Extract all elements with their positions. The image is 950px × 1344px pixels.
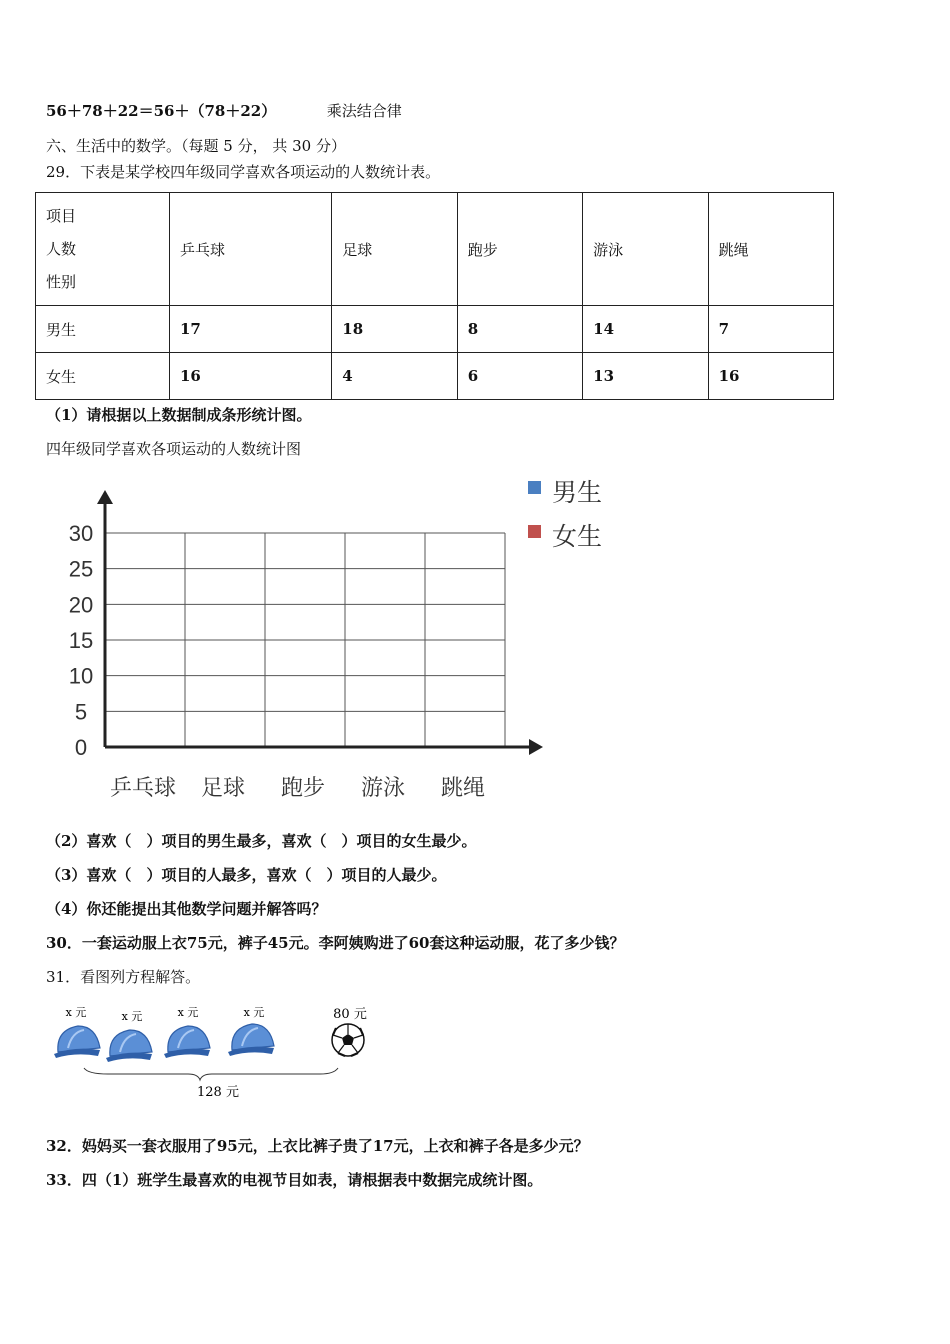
legend-label: 男生: [552, 478, 603, 507]
y-tick-label: 10: [68, 663, 94, 689]
cap-price-label: x 元: [243, 1006, 265, 1019]
sub-question-2: （2）喜欢（ ）项目的男生最多，喜欢（ ）项目的女生最少。: [46, 832, 477, 850]
cap-price-label: x 元: [177, 1006, 199, 1019]
question-31-title: 31．看图列方程解答。: [46, 968, 201, 986]
equation-text: 56＋78＋22＝56＋（78＋22）: [46, 102, 277, 120]
y-tick-label: 5: [74, 699, 88, 725]
x-category-label: 乒乓球: [109, 776, 177, 801]
column-header: 足球: [332, 193, 457, 306]
column-header: 游泳: [583, 193, 708, 306]
table-cell: 17: [170, 306, 332, 353]
row-label: 女生: [36, 353, 170, 400]
table-cell: 4: [332, 353, 457, 400]
soccer-ball-icon: [332, 1007, 367, 1056]
x-category-label: 跑步: [280, 776, 326, 801]
chart-legend: [528, 478, 602, 551]
y-tick-label: 20: [68, 592, 94, 618]
corner-cell: [36, 193, 170, 306]
question-29-title: 29．下表是某学校四年级同学喜欢各项运动的人数统计表。: [46, 163, 441, 181]
total-price-label: 128 元: [197, 1085, 239, 1100]
chart-axes: [97, 490, 543, 755]
section-six-heading: 六、生活中的数学。（每题 5 分， 共 30 分）: [46, 137, 346, 155]
row-label: 男生: [36, 306, 170, 353]
corner-gender: 性别: [46, 272, 77, 291]
chart-grid: [105, 533, 505, 747]
legend-swatch: [528, 481, 541, 494]
corner-item: 项目: [46, 206, 77, 225]
legend-swatch: [528, 525, 541, 538]
law-text: 乘法结合律: [326, 102, 402, 120]
sports-stats-table: [35, 192, 834, 400]
x-category-label: 跳绳: [440, 776, 486, 801]
y-tick-label: 25: [68, 556, 94, 582]
table-cell: 16: [170, 353, 332, 400]
question-33: 33．四（1）班学生最喜欢的电视节目如表，请根据表中数据完成统计图。: [46, 1171, 543, 1189]
cap-price-label: x 元: [65, 1006, 87, 1019]
sub-question-4: （4）你还能提出其他数学问题并解答吗？: [46, 900, 327, 918]
y-tick-label: 30: [68, 521, 94, 546]
corner-count: 人数: [46, 239, 77, 258]
legend-label: 女生: [552, 522, 603, 551]
sub-question-1: （1）请根据以上数据制成条形统计图。: [46, 406, 312, 424]
chart-title: 四年级同学喜欢各项运动的人数统计图: [46, 440, 302, 458]
total-brace: [84, 1068, 338, 1080]
cap-icon: [228, 1006, 274, 1056]
table-cell: 7: [708, 306, 833, 353]
table-cell: 18: [332, 306, 457, 353]
cap-icon: [106, 1010, 152, 1062]
equation-line: [46, 101, 402, 121]
table-cell: 14: [583, 306, 708, 353]
table-cell: 6: [457, 353, 582, 400]
y-axis-arrow-icon: [97, 490, 113, 504]
table-row: [36, 353, 834, 400]
bar-chart: [40, 470, 640, 810]
caps-and-ball-illustration: [48, 1002, 388, 1102]
table-cell: 8: [457, 306, 582, 353]
x-category-labels: [110, 776, 485, 801]
column-header: 跳绳: [708, 193, 833, 306]
x-category-label: 足球: [200, 776, 246, 801]
question-32: 32．妈妈买一套衣服用了95元，上衣比裤子贵了17元，上衣和裤子各是多少元？: [46, 1137, 589, 1155]
table-header-row: [36, 193, 834, 306]
y-tick-label: 0: [74, 735, 88, 760]
x-category-label: 游泳: [360, 776, 406, 801]
cap-icon: [54, 1006, 100, 1058]
cap-price-label: x 元: [121, 1010, 143, 1023]
y-tick-label: 15: [68, 628, 94, 653]
column-header: 乒乓球: [170, 193, 332, 306]
table-cell: 13: [583, 353, 708, 400]
table-cell: 16: [708, 353, 833, 400]
column-header: 跑步: [457, 193, 582, 306]
sub-question-3: （3）喜欢（ ）项目的人最多，喜欢（ ）项目的人最少。: [46, 866, 447, 884]
ball-price-label: 80 元: [333, 1007, 367, 1022]
question-30: 30．一套运动服上衣75元，裤子45元。李阿姨购进了60套这种运动服，花了多少钱？: [46, 934, 625, 952]
cap-icon: [164, 1006, 210, 1058]
table-row: [36, 306, 834, 353]
x-axis-arrow-icon: [529, 739, 543, 755]
y-tick-labels: [69, 521, 93, 760]
